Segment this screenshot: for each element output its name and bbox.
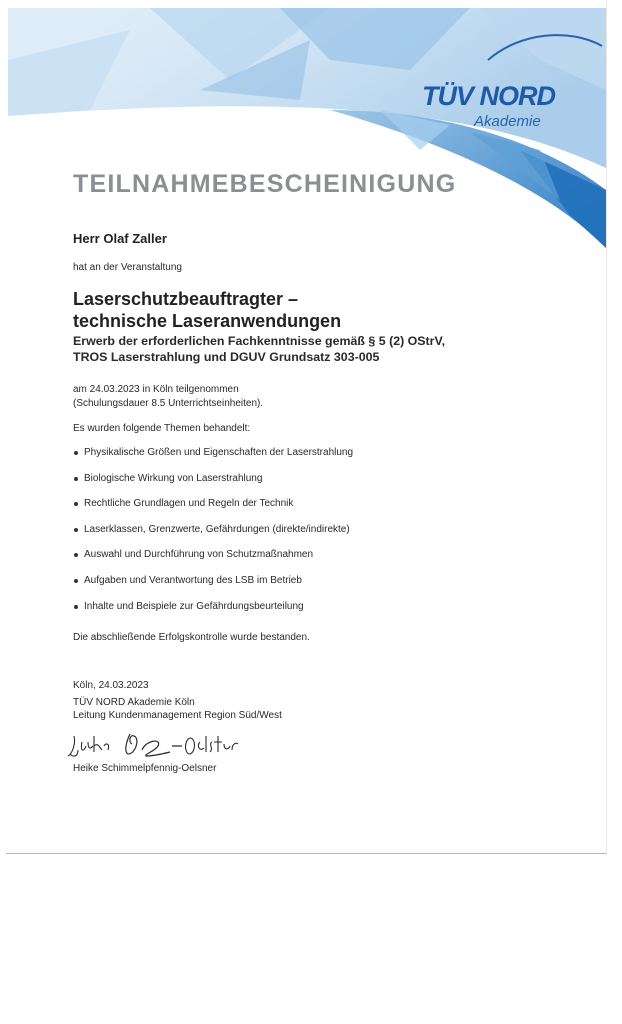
logo-sub-text: Akademie [474, 113, 541, 130]
topics-intro: Es wurden folgende Themen behandelt: [73, 423, 251, 434]
intro-text: hat an der Veranstaltung [73, 262, 182, 273]
list-item: Aufgaben und Verantwortung des LSB im Betrieb [73, 574, 353, 600]
list-item: Rechtliche Grundlagen und Regeln der Technik [73, 497, 353, 523]
list-item: Biologische Wirkung von Laserstrahlung [73, 472, 353, 498]
list-item: Physikalische Größen und Eigenschaften der Laserstrahlung [73, 446, 353, 472]
course-subtitle [73, 333, 445, 365]
course-title-line-2: technische Laseranwendungen [73, 311, 342, 331]
list-item: Auswahl und Durchführung von Schutzmaßnahmen [73, 548, 353, 574]
topics-list [73, 446, 353, 625]
department: Leitung Kundenmanagement Region Süd/West [73, 710, 282, 721]
result-text: Die abschließende Erfolgskontrolle wurde bestanden. [73, 632, 310, 643]
course-title-line-1: Laserschutzbeauftragter – [73, 289, 299, 309]
place-date: Köln, 24.03.2023 [73, 680, 149, 691]
course-subtitle-line-2: TROS Laserstrahlung und DGUV Grundsatz 303-005 [73, 350, 380, 364]
logo-brand-text: TÜV NORD [422, 81, 555, 111]
duration-line: (Schulungsdauer 8.5 Unterrichtseinheiten). [73, 398, 264, 409]
bottom-divider [6, 853, 606, 854]
course-subtitle-line-1: Erwerb der erforderlichen Fachkenntnisse gemäß § 5 (2) OStrV, [73, 334, 446, 348]
date-line: am 24.03.2023 in Köln teilgenommen [73, 384, 239, 395]
list-item: Laserklassen, Grenzwerte, Gefährdungen (direkte/indirekte) [73, 523, 353, 549]
handwritten-signature [66, 728, 256, 764]
tuv-nord-logo [412, 38, 602, 138]
list-item: Inhalte und Beispiele zur Gefährdungsbeurteilung [73, 600, 353, 626]
course-title [73, 288, 341, 332]
recipient-name: Herr Olaf Zaller [73, 231, 167, 246]
signatory-name: Heike Schimmelpfennig-Oelsner [73, 763, 217, 774]
organization: TÜV NORD Akademie Köln [73, 697, 195, 708]
certificate-title: TEILNAHMEBESCHEINIGUNG [73, 170, 457, 198]
